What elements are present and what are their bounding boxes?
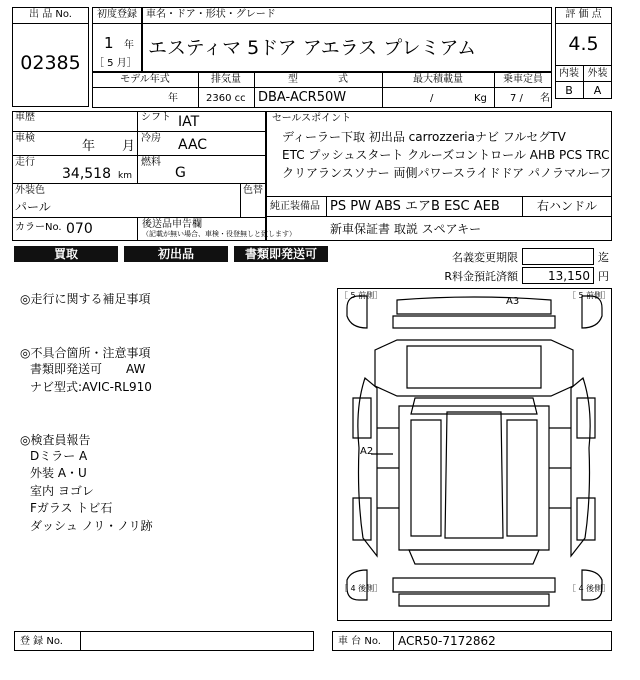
mileage-label: 走行 bbox=[15, 157, 35, 168]
recycle-fee-label: R料金預託済額 bbox=[444, 270, 518, 283]
inspection-year: 年 bbox=[82, 139, 96, 154]
recycle-fee-unit: 円 bbox=[598, 270, 609, 283]
lot-number: 02385 bbox=[20, 52, 81, 74]
model-code-label: 型 式 bbox=[288, 74, 348, 85]
name-change-deadline-label: 名義変更期限 bbox=[452, 251, 518, 264]
max-load-label: 最大積載量 bbox=[413, 74, 463, 85]
damage-mark-a3: A3 bbox=[506, 296, 520, 307]
mileage: 34,518 bbox=[62, 166, 111, 182]
color-no: 070 bbox=[66, 221, 93, 237]
defects-title: ◎不具合箇所・注意事項 bbox=[20, 346, 151, 360]
car-name: エスティマ 5ドア アエラス プレミアム bbox=[148, 37, 477, 59]
registration-number-label: 登 録 No. bbox=[20, 636, 63, 647]
displacement-label: 排気量 bbox=[211, 74, 241, 85]
ac-label: 冷房 bbox=[141, 133, 161, 144]
front-left-tag: ［ 5 前側］ bbox=[340, 291, 383, 300]
inspector-line: 室内 ヨゴレ bbox=[30, 484, 94, 498]
defect-line: ナビ型式:AVIC-RL910 bbox=[30, 380, 152, 394]
badge-documents-ready: 書類即発送可 bbox=[234, 246, 328, 262]
chassis-number-label: 車 台 No. bbox=[338, 636, 381, 647]
badge-first-listing: 初出品 bbox=[124, 246, 228, 262]
sales-points-label: セールスポイント bbox=[272, 113, 352, 124]
car-outline-diagram bbox=[337, 288, 612, 621]
name-change-deadline-box bbox=[522, 248, 594, 265]
exterior-label: 外装 bbox=[587, 68, 608, 79]
model-year-label: モデル年式 bbox=[120, 74, 170, 85]
interior-grade: B bbox=[565, 84, 573, 97]
name-change-unit: 迄 bbox=[598, 251, 609, 264]
exterior-color: パール bbox=[15, 200, 51, 214]
sales-point-line: ETC プッシュスタート クルーズコントロール AHB PCS TRC bbox=[282, 148, 610, 162]
first-registration-year: 1 bbox=[104, 34, 114, 52]
sales-point-line: クリアランスソナー 両側パワースライドドア パノラマルーフ bbox=[282, 166, 612, 180]
year-unit: 年 bbox=[124, 40, 134, 51]
exterior-color-label: 外装色 bbox=[15, 185, 45, 196]
max-load-unit: Kg bbox=[474, 93, 487, 104]
exterior-grade: A bbox=[593, 84, 602, 97]
ac: AAC bbox=[178, 137, 208, 153]
rear-right-tag: ［ 4 後側］ bbox=[568, 584, 611, 593]
score: 4.5 bbox=[568, 33, 599, 55]
warranty-and-manual: 新車保証書 取説 スペアキー bbox=[330, 222, 482, 236]
displacement: 2360 cc bbox=[206, 93, 246, 104]
inspector-line: Dミラー A bbox=[30, 449, 88, 463]
interior-label: 内装 bbox=[559, 68, 579, 79]
color-change-label: 色替 bbox=[243, 185, 263, 196]
lot-number-label: 出 品 No. bbox=[29, 9, 72, 20]
model-year-unit: 年 bbox=[168, 93, 178, 104]
first-registration-label: 初度登録 bbox=[97, 9, 137, 20]
rear-left-tag: ［ 4 後側］ bbox=[340, 584, 383, 593]
recycle-fee-amount: 13,150 bbox=[548, 269, 590, 283]
driving-notes-title: ◎走行に関する補足事項 bbox=[20, 292, 151, 306]
defect-line: 書類即発送可 AW bbox=[30, 362, 146, 376]
sales-point-line: ディーラー下取 初出品 carrozzeriaナビ フルセグTV bbox=[282, 130, 566, 144]
standard-equipment-label: 純正装備品 bbox=[270, 201, 320, 212]
fuel-label: 燃料 bbox=[141, 157, 161, 168]
chassis-number: ACR50-7172862 bbox=[398, 634, 496, 648]
front-right-tag: ［ 5 前側］ bbox=[568, 291, 611, 300]
model-code: DBA-ACR50W bbox=[258, 90, 347, 105]
inspector-line: Fガラス トビ石 bbox=[30, 501, 113, 515]
history-label: 車歴 bbox=[15, 112, 35, 123]
first-registration-month: ［ 5 月］ bbox=[94, 58, 137, 69]
mileage-unit: km bbox=[118, 171, 132, 181]
max-load-value: / bbox=[430, 93, 434, 104]
capacity: 7 / bbox=[510, 93, 523, 104]
color-no-label: カラーNo. bbox=[15, 222, 62, 233]
score-label: 評 価 点 bbox=[565, 9, 602, 20]
fuel: G bbox=[175, 165, 186, 181]
standard-equipment: PS PW ABS エアB ESC AEB bbox=[330, 199, 500, 214]
inspector-line: ダッシュ ノリ・ノリ跡 bbox=[30, 519, 153, 533]
post-install-label: 後送品申告欄 bbox=[142, 219, 202, 230]
car-name-label: 車名・ドア・形状・グレード bbox=[146, 9, 276, 20]
shift-label: シフト bbox=[141, 112, 171, 123]
inspection-label: 車検 bbox=[15, 133, 35, 144]
shift: IAT bbox=[178, 114, 200, 130]
badge-buyback: 買取 bbox=[14, 246, 118, 262]
inspector-line: 外装 A・U bbox=[30, 466, 87, 480]
capacity-label: 乗車定員 bbox=[503, 74, 543, 85]
inspection-month: 月 bbox=[122, 139, 136, 154]
damage-mark-a2: A2 bbox=[360, 446, 374, 457]
handle-side: 右ハンドル bbox=[536, 199, 597, 213]
post-install-note: （記載が無い場合、車検・役登無しと致します） bbox=[142, 230, 296, 238]
inspector-title: ◎検査員報告 bbox=[20, 433, 91, 447]
capacity-unit: 名 bbox=[540, 93, 550, 104]
